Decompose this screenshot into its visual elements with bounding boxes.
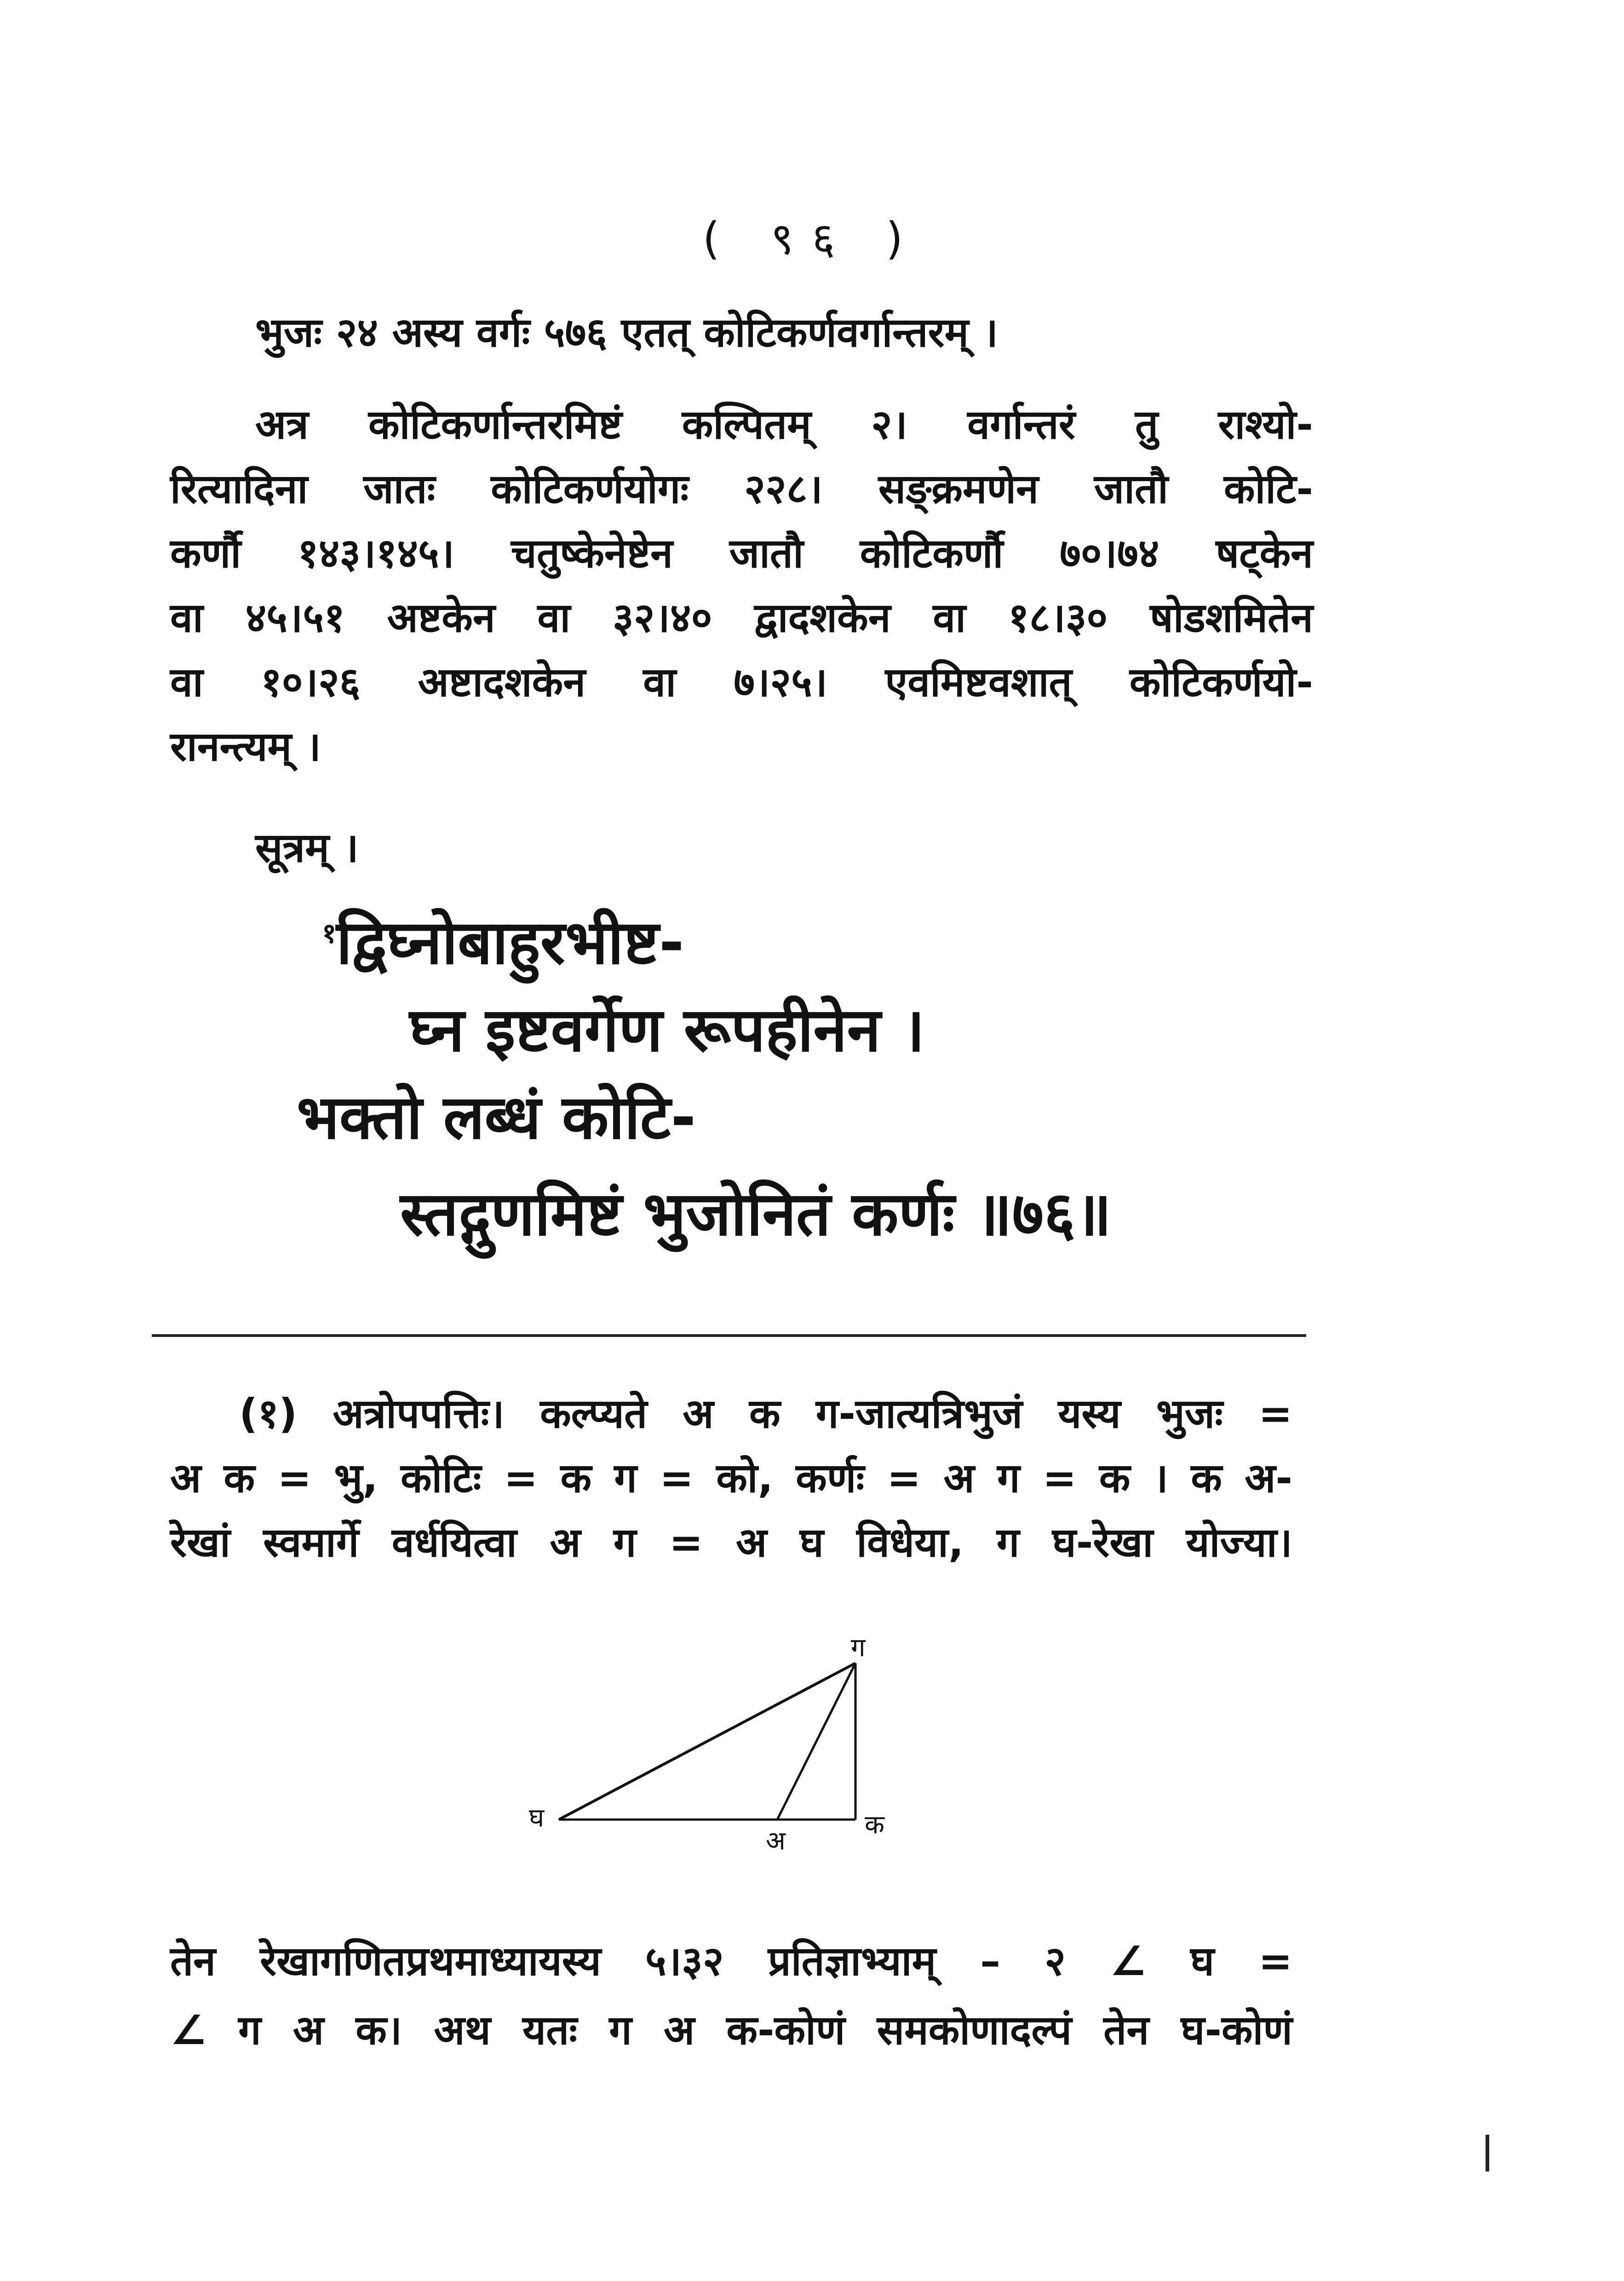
line-a-g xyxy=(777,1663,855,1820)
paragraph2-line: वा १०।२६ अष्टादशकेन वा ७।२५। एवमिष्टवशात् कोटिकर्णयो- xyxy=(170,658,1313,706)
line-gh-g xyxy=(559,1663,855,1820)
paragraph2-line: वा ४५।५१ अष्टकेन वा ३२।४० द्वादशकेन वा १८।३० षोडशमितेन xyxy=(170,594,1313,641)
paragraph3-line: ∠ ग अ क। अथ यतः ग अ क-कोणं समकोणादल्पं तेन घ-कोणं xyxy=(170,2006,1292,2054)
verse-line: स्तद्गुणमिष्टं भुजोनितं कर्णः ॥७६॥ xyxy=(400,1179,1112,1250)
verse-line xyxy=(322,906,684,979)
page-number: ( ९६ ) xyxy=(702,213,922,265)
paragraph2-line: रानन्त्यम् । xyxy=(170,723,321,770)
footnote-line: (१) अत्रोपपत्तिः। कल्प्यते अ क ग-जात्यत्रिभुजं यस्य भुजः = xyxy=(239,1390,1292,1437)
paragraph2-line: रित्यादिना जातः कोटिकर्णयोगः २२८। सङ्क्रमणेन जातौ कोटि- xyxy=(170,465,1313,513)
footnote-line: रेखां स्वमार्गे वर्धयित्वा अ ग = अ घ विधेया, ग घ-रेखा योज्या। xyxy=(170,1519,1292,1566)
label-a: अ xyxy=(766,1826,786,1856)
margin-mark xyxy=(1486,2135,1489,2172)
label-k: क xyxy=(865,1810,885,1840)
sutra-label: सूत्रम् । xyxy=(255,824,359,871)
paragraph2-line: अत्र कोटिकर्णान्तरमिष्टं कल्पितम् २। वर्गान्तरं तु राश्यो- xyxy=(255,401,1313,448)
label-gh: घ xyxy=(529,1803,545,1833)
footnote-line: अ क = भु, कोटिः = क ग = को, कर्णः = अ ग = क । क अ- xyxy=(170,1454,1292,1502)
paragraph3-line: तेन रेखागणितप्रथमाध्यायस्य ५।३२ प्रतिज्ञाभ्याम् – २ ∠ घ = xyxy=(170,1937,1292,1985)
label-g: ग xyxy=(851,1638,866,1663)
verse-line: घ्न इष्टवर्गेण रूपहीनेन । xyxy=(409,995,925,1066)
paragraph1-line: भुजः २४ अस्य वर्गः ५७६ एतत् कोटिकर्णवर्गान्तरम् । xyxy=(255,309,999,356)
paragraph2-line: कर्णौ १४३।१४५। चतुष्केनेष्टेन जातौ कोटिकर्णौ ७०।७४ षट्केन xyxy=(170,530,1313,577)
verse-line-text: द्विघ्नोबाहुरभीष्ट- xyxy=(336,907,684,978)
footnote-divider xyxy=(152,1334,1306,1337)
verse-line: भक्तो लब्धं कोटि- xyxy=(297,1082,696,1153)
footnote-marker: १ xyxy=(322,917,337,950)
triangle-figure xyxy=(515,1638,929,1877)
